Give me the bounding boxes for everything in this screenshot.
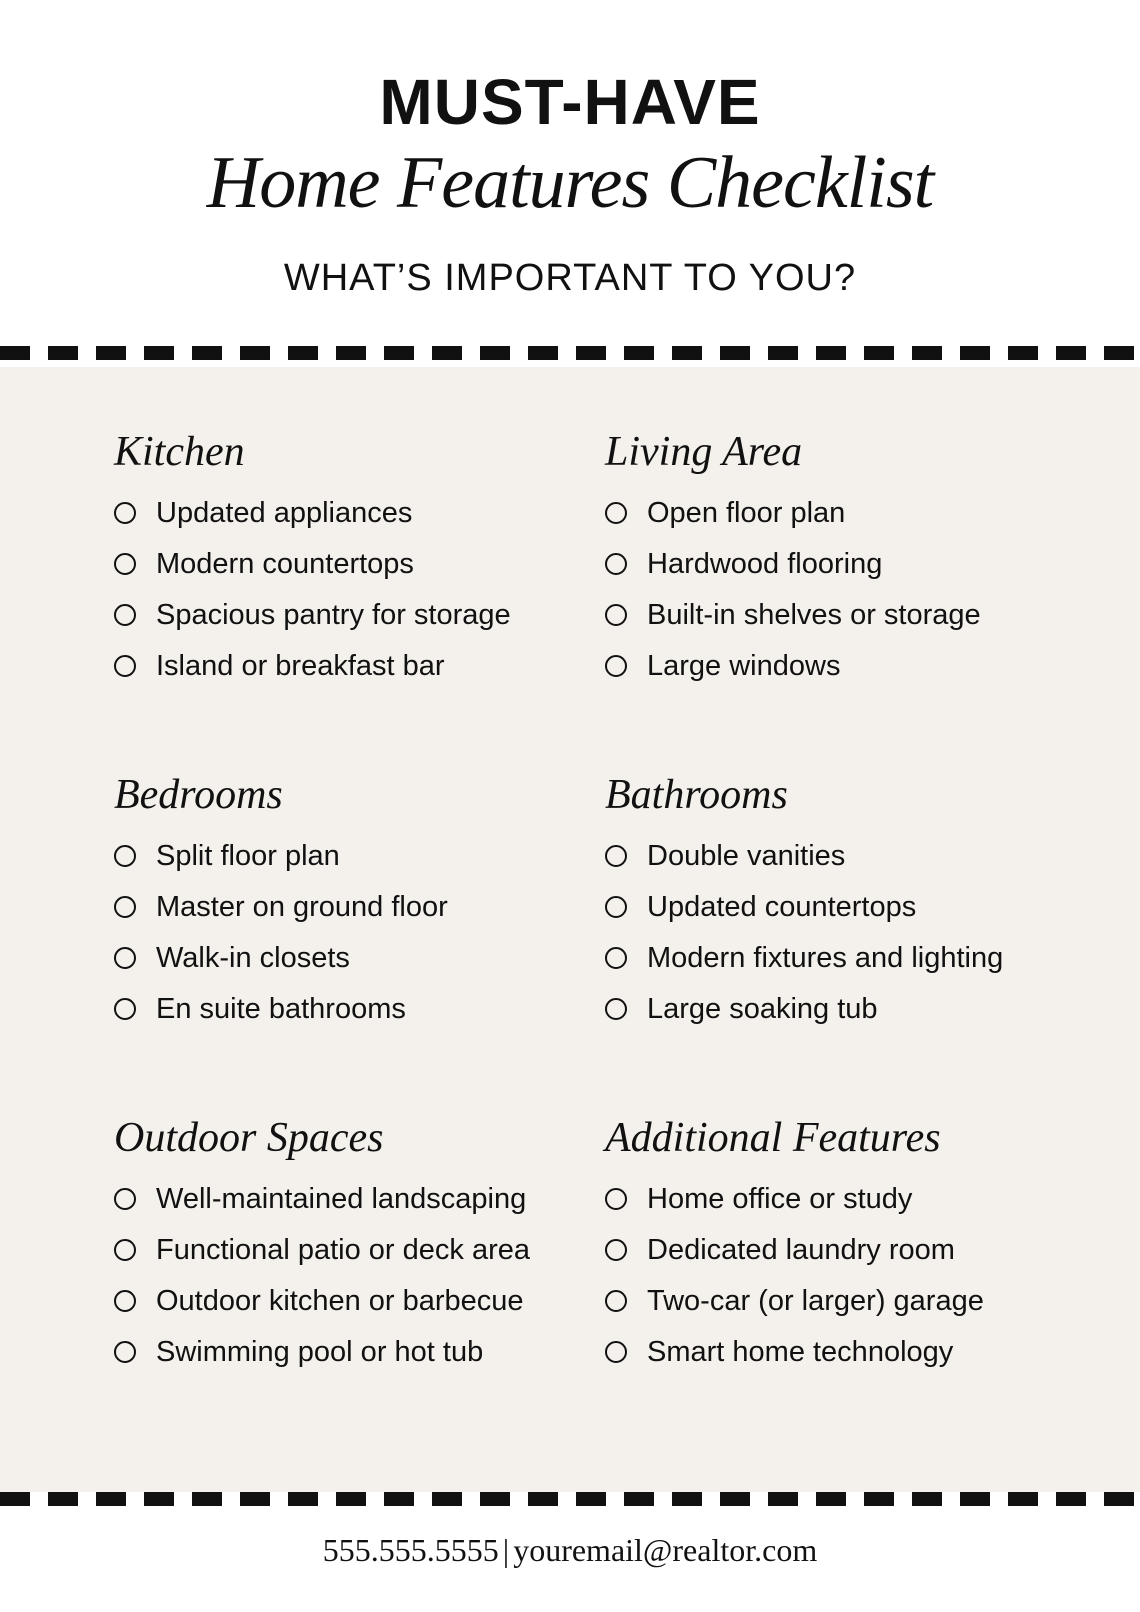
checkbox-circle-icon[interactable] <box>114 1188 136 1210</box>
page-subtitle: Home Features Checklist <box>206 142 934 224</box>
checklist-item[interactable] <box>605 640 1085 691</box>
email-address[interactable]: youremail@realtor.com <box>513 1532 818 1568</box>
section-bedrooms <box>114 770 594 1034</box>
checklist-item[interactable] <box>605 1326 1085 1377</box>
checklist-item[interactable] <box>605 830 1085 881</box>
page-title: MUST-HAVE <box>379 66 761 138</box>
section-outdoor-spaces <box>114 1113 594 1377</box>
checklist-item[interactable] <box>605 1275 1085 1326</box>
item-label: Functional patio or deck area <box>156 1233 530 1266</box>
checkbox-circle-icon[interactable] <box>114 998 136 1020</box>
top-dashed-divider <box>0 346 1140 360</box>
section-living-area <box>605 427 1085 691</box>
checklist-item[interactable] <box>605 589 1085 640</box>
section-title: Bathrooms <box>605 772 788 818</box>
item-label: Home office or study <box>647 1182 913 1215</box>
checklist-item[interactable] <box>605 487 1085 538</box>
checkbox-circle-icon[interactable] <box>605 655 627 677</box>
bottom-dashed-divider <box>0 1492 1140 1506</box>
checkbox-circle-icon[interactable] <box>605 845 627 867</box>
checklist-item[interactable] <box>605 1224 1085 1275</box>
checklist-item[interactable] <box>605 932 1085 983</box>
checklist-item[interactable] <box>114 487 594 538</box>
checklist-panel <box>0 367 1140 1492</box>
item-label: Island or breakfast bar <box>156 649 445 682</box>
checkbox-circle-icon[interactable] <box>605 553 627 575</box>
checklist-item[interactable] <box>114 1224 594 1275</box>
item-label: Open floor plan <box>647 496 846 529</box>
checkbox-circle-icon[interactable] <box>114 1290 136 1312</box>
section-additional-features <box>605 1113 1085 1377</box>
checkbox-circle-icon[interactable] <box>605 604 627 626</box>
item-label: Built-in shelves or storage <box>647 598 981 631</box>
checklist-item[interactable] <box>605 881 1085 932</box>
item-label: Double vanities <box>647 839 846 872</box>
item-label: Large windows <box>647 649 841 682</box>
section-kitchen <box>114 427 594 691</box>
checklist-item[interactable] <box>114 1173 594 1224</box>
section-title: Bedrooms <box>114 772 283 818</box>
item-label: Hardwood flooring <box>647 547 883 580</box>
checklist-item[interactable] <box>114 538 594 589</box>
item-label: Modern fixtures and lighting <box>647 941 1004 974</box>
checkbox-circle-icon[interactable] <box>605 1239 627 1261</box>
checklist-item[interactable] <box>605 983 1085 1034</box>
checkbox-circle-icon[interactable] <box>114 845 136 867</box>
checkbox-circle-icon[interactable] <box>114 502 136 524</box>
checkbox-circle-icon[interactable] <box>605 1290 627 1312</box>
checkbox-circle-icon[interactable] <box>605 1188 627 1210</box>
checkbox-circle-icon[interactable] <box>114 1341 136 1363</box>
item-label: Well-maintained landscaping <box>156 1182 527 1215</box>
item-label: Large soaking tub <box>647 992 878 1025</box>
section-title: Living Area <box>605 429 803 475</box>
checkbox-circle-icon[interactable] <box>114 655 136 677</box>
checklist-item[interactable] <box>114 830 594 881</box>
checklist-item[interactable] <box>114 1275 594 1326</box>
section-title: Outdoor Spaces <box>114 1115 384 1161</box>
section-title: Additional Features <box>605 1115 941 1161</box>
checkbox-circle-icon[interactable] <box>605 502 627 524</box>
footer-separator: | <box>502 1532 510 1568</box>
item-label: Outdoor kitchen or barbecue <box>156 1284 524 1317</box>
item-label: Walk-in closets <box>156 941 350 974</box>
checkbox-circle-icon[interactable] <box>114 947 136 969</box>
item-label: Split floor plan <box>156 839 340 872</box>
checkbox-circle-icon[interactable] <box>114 1239 136 1261</box>
item-label: Updated countertops <box>647 890 917 923</box>
checklist-item[interactable] <box>114 881 594 932</box>
tagline: WHAT’S IMPORTANT TO YOU? <box>283 257 857 299</box>
item-label: Updated appliances <box>156 496 413 529</box>
checkbox-circle-icon[interactable] <box>605 947 627 969</box>
checklist-item[interactable] <box>605 1173 1085 1224</box>
checklist-item[interactable] <box>605 538 1085 589</box>
section-bathrooms <box>605 770 1085 1034</box>
checklist-item[interactable] <box>114 640 594 691</box>
checklist-item[interactable] <box>114 1326 594 1377</box>
section-title: Kitchen <box>114 429 245 475</box>
checkbox-circle-icon[interactable] <box>114 553 136 575</box>
item-label: Swimming pool or hot tub <box>156 1335 484 1368</box>
item-label: En suite bathrooms <box>156 992 406 1025</box>
item-label: Spacious pantry for storage <box>156 598 511 631</box>
footer-contact <box>0 1530 1140 1570</box>
item-label: Master on ground floor <box>156 890 448 923</box>
checkbox-circle-icon[interactable] <box>114 896 136 918</box>
item-label: Two-car (or larger) garage <box>647 1284 984 1317</box>
item-label: Smart home technology <box>647 1335 954 1368</box>
phone-number[interactable]: 555.555.5555 <box>322 1532 499 1568</box>
checkbox-circle-icon[interactable] <box>605 896 627 918</box>
checkbox-circle-icon[interactable] <box>605 998 627 1020</box>
item-label: Dedicated laundry room <box>647 1233 955 1266</box>
checklist-item[interactable] <box>114 589 594 640</box>
checkbox-circle-icon[interactable] <box>114 604 136 626</box>
checkbox-circle-icon[interactable] <box>605 1341 627 1363</box>
checklist-item[interactable] <box>114 983 594 1034</box>
checklist-item[interactable] <box>114 932 594 983</box>
item-label: Modern countertops <box>156 547 414 580</box>
